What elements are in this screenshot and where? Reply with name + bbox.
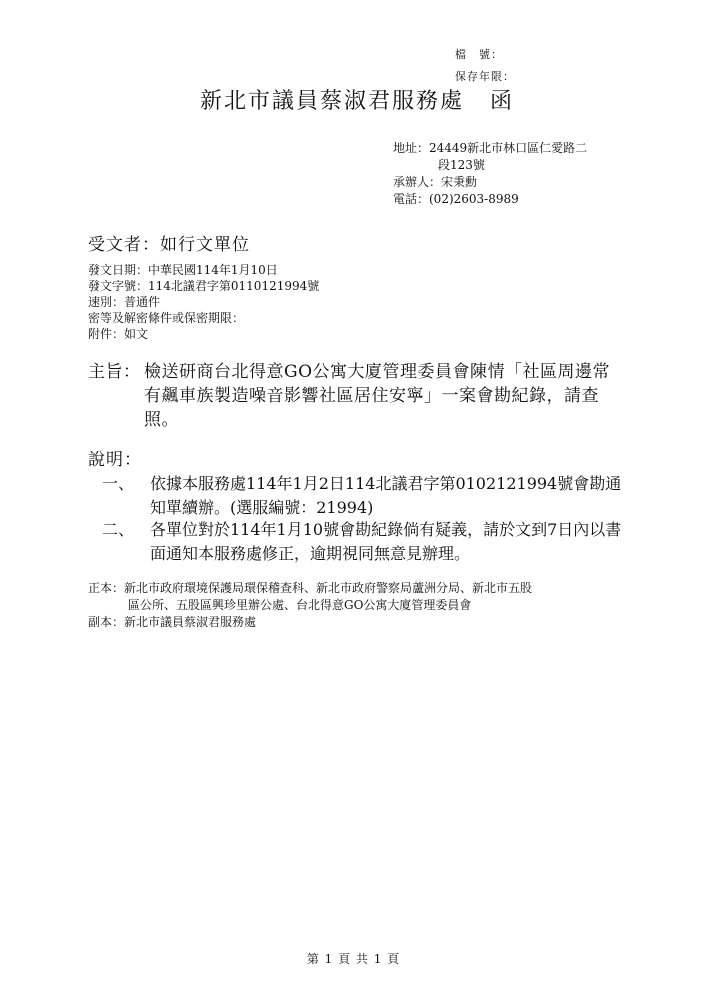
recipient: 受文者：如行文單位 [88, 235, 250, 255]
primary-recipients-line-1: 正本：新北市政府環境保護局環保稽查科、新北市政府警察局蘆洲分局、新北市五股 [88, 581, 533, 595]
document-title [200, 84, 514, 115]
document-number: 發文字號：114北議君字第0110121994號 [88, 279, 320, 293]
meta-block [88, 262, 319, 342]
primary-recipients-line-2: 區公所、五股區興珍里辦公處、台北得意GO公寓大廈管理委員會 [128, 598, 472, 612]
explanation-label: 說明： [88, 450, 142, 470]
explanation-item [102, 518, 632, 566]
page-number: 第 1 頁 共 1 頁 [306, 952, 401, 966]
subject-section [88, 360, 628, 440]
subject-label: 主旨： [88, 362, 141, 382]
item-text: 各單位對於114年1月10號會勘紀錄倘有疑義，請於文到7日內以書面通知本服務處修正，逾期視同無意見辦理。 [150, 520, 622, 563]
handler: 承辦人：宋秉勳 [393, 175, 478, 189]
address-line-1: 地址：24449新北市林口區仁愛路二 [393, 141, 588, 155]
secrecy-level: 密等及解密條件或保密期限： [88, 311, 245, 325]
item-text: 依據本服務處114年1月2日114北議君字第0102121994號會勘通知單續辦。(選服編號：21994) [150, 474, 622, 517]
issue-date: 發文日期：中華民國114年1月10日 [88, 263, 278, 277]
file-number-label: 檔 號： [455, 48, 503, 61]
delivery-speed: 速別：普通件 [88, 295, 161, 309]
copy-recipients: 副本：新北市議員蔡淑君服務處 [88, 615, 257, 629]
attachment: 附件：如文 [88, 327, 149, 341]
document-kind: 函 [490, 89, 515, 114]
subject-text: 檢送研商台北得意GO公寓大廈管理委員會陳情「社區周邊常有飆車族製造噪音影響社區居住安寧」一案會勘紀錄，請查照。 [144, 362, 611, 430]
explanation-item [102, 472, 632, 520]
retention-period-label: 保存年限： [455, 70, 515, 83]
phone: 電話：(02)2603-8989 [393, 192, 519, 206]
item-number: 二、 [102, 520, 135, 539]
item-number: 一、 [102, 474, 135, 493]
contact-block [393, 140, 587, 208]
address-line-2: 段123號 [438, 158, 485, 172]
issuer-name: 新北市議員蔡淑君服務處 [200, 89, 465, 114]
distribution-block [88, 580, 532, 631]
